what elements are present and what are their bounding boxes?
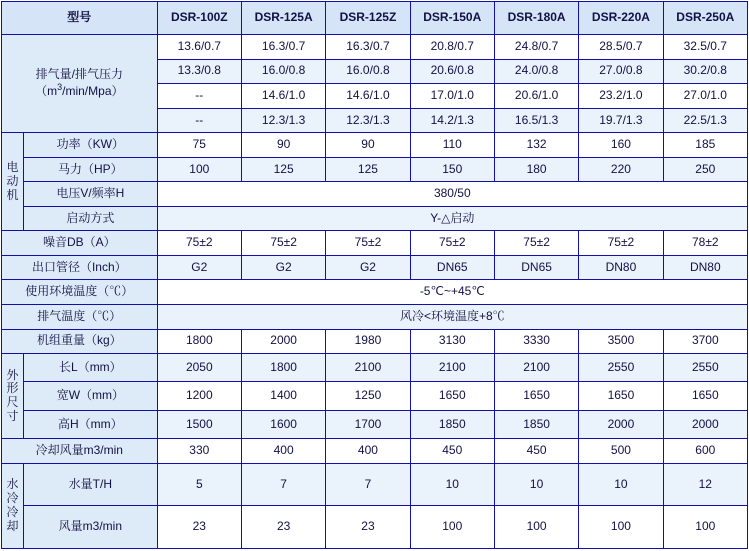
side-label-dimensions-text: 外形尺寸 — [6, 367, 19, 423]
cell-width-2: 1400 — [241, 382, 325, 410]
cell-air-volume-6: 100 — [579, 506, 663, 549]
cell-voltage-frequency: 380/50 — [157, 182, 747, 207]
header-model-4: DSR-150A — [410, 2, 494, 35]
cell-weight-4: 3130 — [410, 329, 494, 354]
side-label-water-cooling-text: 水冷冷却 — [6, 477, 19, 533]
cell-height-6: 2000 — [579, 410, 663, 438]
cell-flow-2-4: 20.6/0.8 — [410, 59, 494, 84]
cell-noise-2: 75±2 — [241, 231, 325, 256]
cell-flow-4-6: 19.7/1.3 — [579, 108, 663, 133]
cell-motor-hp-7: 250 — [663, 157, 747, 182]
cell-flow-4-7: 22.5/1.3 — [663, 108, 747, 133]
cell-length-7: 2550 — [663, 354, 747, 382]
cell-flow-3-5: 20.6/1.0 — [494, 84, 578, 109]
row-label-exhaust-temperature: 排气温度（℃） — [2, 305, 158, 330]
cell-width-3: 1250 — [326, 382, 410, 410]
cell-cooling-air-2: 400 — [241, 439, 325, 464]
cell-outlet-6: DN80 — [579, 255, 663, 280]
side-label-water-cooling — [2, 463, 24, 548]
row-label-height: 高H（mm） — [24, 410, 158, 438]
table-row — [2, 133, 748, 158]
cell-motor-power-1: 75 — [157, 133, 241, 158]
cell-flow-4-4: 14.2/1.3 — [410, 108, 494, 133]
table-row — [2, 410, 748, 438]
cell-height-7: 2000 — [663, 410, 747, 438]
table-row — [2, 157, 748, 182]
table-row — [2, 206, 748, 231]
table-row — [2, 280, 748, 305]
cell-flow-4-1: -- — [157, 108, 241, 133]
cell-flow-2-3: 16.0/0.8 — [326, 59, 410, 84]
row-label-water-volume: 水量T/H — [24, 463, 158, 506]
cell-flow-4-5: 16.5/1.3 — [494, 108, 578, 133]
cell-motor-power-3: 90 — [326, 133, 410, 158]
cell-water-volume-2: 7 — [241, 463, 325, 506]
cell-length-4: 2100 — [410, 354, 494, 382]
row-label-air-volume: 风量m3/min — [24, 506, 158, 549]
specification-table — [1, 1, 748, 549]
cell-flow-2-7: 30.2/0.8 — [663, 59, 747, 84]
cell-motor-hp-1: 100 — [157, 157, 241, 182]
cell-flow-1-1: 13.6/0.7 — [157, 35, 241, 60]
cell-flow-3-2: 14.6/1.0 — [241, 84, 325, 109]
cell-flow-1-7: 32.5/0.7 — [663, 35, 747, 60]
cell-air-volume-2: 23 — [241, 506, 325, 549]
table-row — [2, 463, 748, 506]
row-label-start-mode: 启动方式 — [24, 206, 158, 231]
cell-motor-power-6: 160 — [579, 133, 663, 158]
cell-flow-2-6: 27.0/0.8 — [579, 59, 663, 84]
cell-noise-1: 75±2 — [157, 231, 241, 256]
header-model-6: DSR-220A — [579, 2, 663, 35]
cell-weight-1: 1800 — [157, 329, 241, 354]
side-label-dimensions — [2, 354, 24, 439]
cell-outlet-1: G2 — [157, 255, 241, 280]
table-row — [2, 35, 748, 60]
side-label-motor-text: 电动机 — [6, 160, 19, 202]
cell-flow-1-6: 28.5/0.7 — [579, 35, 663, 60]
cell-flow-1-5: 24.8/0.7 — [494, 35, 578, 60]
cell-flow-4-3: 12.3/1.3 — [326, 108, 410, 133]
cell-height-2: 1600 — [241, 410, 325, 438]
cell-outlet-5: DN65 — [494, 255, 578, 280]
flow-label-line2: $(m^3/\min/Mpa)$ — [35, 82, 124, 99]
table-row — [2, 255, 748, 280]
cell-start-mode: Y-△启动 — [157, 206, 747, 231]
cell-flow-3-3: 14.6/1.0 — [326, 84, 410, 109]
table-row — [2, 382, 748, 410]
cell-motor-power-7: 185 — [663, 133, 747, 158]
cell-height-4: 1850 — [410, 410, 494, 438]
cell-outlet-4: DN65 — [410, 255, 494, 280]
cell-motor-hp-5: 180 — [494, 157, 578, 182]
cell-motor-power-5: 132 — [494, 133, 578, 158]
cell-noise-3: 75±2 — [326, 231, 410, 256]
header-model-3: DSR-125Z — [326, 2, 410, 35]
table-row — [2, 182, 748, 207]
cell-flow-3-6: 23.2/1.0 — [579, 84, 663, 109]
cell-height-1: 1500 — [157, 410, 241, 438]
cell-cooling-air-1: 330 — [157, 439, 241, 464]
row-label-ambient-temperature: 使用环境温度（℃） — [2, 280, 158, 305]
cell-motor-power-2: 90 — [241, 133, 325, 158]
side-label-motor — [2, 133, 24, 231]
cell-flow-1-2: 16.3/0.7 — [241, 35, 325, 60]
cell-flow-1-3: 16.3/0.7 — [326, 35, 410, 60]
cell-water-volume-6: 10 — [579, 463, 663, 506]
cell-length-2: 1800 — [241, 354, 325, 382]
table-row — [2, 506, 748, 549]
table-row — [2, 329, 748, 354]
cell-flow-2-1: 13.3/0.8 — [157, 59, 241, 84]
cell-ambient-temperature: -5℃~+45℃ — [157, 280, 747, 305]
row-label-motor-hp: 马力（HP） — [24, 157, 158, 182]
header-model-label: 型号 — [2, 2, 158, 35]
flow-label-line1: 排气量/排气压力 — [35, 67, 123, 82]
cell-cooling-air-7: 600 — [663, 439, 747, 464]
header-model-7: DSR-250A — [663, 2, 747, 35]
table-header-row — [2, 2, 748, 35]
cell-cooling-air-3: 400 — [326, 439, 410, 464]
cell-water-volume-3: 7 — [326, 463, 410, 506]
cell-noise-4: 75±2 — [410, 231, 494, 256]
cell-length-5: 2100 — [494, 354, 578, 382]
row-label-motor-power: 功率（KW） — [24, 133, 158, 158]
row-label-voltage-frequency: 电压V/频率H — [24, 182, 158, 207]
cell-flow-3-7: 27.0/1.0 — [663, 84, 747, 109]
cell-exhaust-temperature: 风冷<环境温度+8℃ — [157, 305, 747, 330]
row-label-outlet-diameter: 出口管径（Inch） — [2, 255, 158, 280]
cell-cooling-air-5: 450 — [494, 439, 578, 464]
row-label-flow-pressure — [2, 35, 158, 133]
cell-cooling-air-6: 500 — [579, 439, 663, 464]
cell-width-5: 1650 — [494, 382, 578, 410]
cell-height-3: 1700 — [326, 410, 410, 438]
cell-air-volume-4: 100 — [410, 506, 494, 549]
cell-air-volume-3: 23 — [326, 506, 410, 549]
row-label-unit-weight: 机组重量（kg） — [2, 329, 158, 354]
cell-weight-5: 3330 — [494, 329, 578, 354]
cell-outlet-7: DN80 — [663, 255, 747, 280]
cell-noise-6: 75±2 — [579, 231, 663, 256]
cell-length-1: 2050 — [157, 354, 241, 382]
cell-outlet-2: G2 — [241, 255, 325, 280]
cell-width-7: 1650 — [663, 382, 747, 410]
table-row — [2, 354, 748, 382]
cell-motor-hp-6: 220 — [579, 157, 663, 182]
cell-motor-hp-4: 150 — [410, 157, 494, 182]
cell-air-volume-7: 100 — [663, 506, 747, 549]
row-label-noise: 噪音DB（A） — [2, 231, 158, 256]
cell-water-volume-5: 10 — [494, 463, 578, 506]
header-model-5: DSR-180A — [494, 2, 578, 35]
cell-cooling-air-4: 450 — [410, 439, 494, 464]
cell-motor-hp-2: 125 — [241, 157, 325, 182]
table-row — [2, 305, 748, 330]
header-model-2: DSR-125A — [241, 2, 325, 35]
cell-outlet-3: G2 — [326, 255, 410, 280]
cell-flow-4-2: 12.3/1.3 — [241, 108, 325, 133]
cell-motor-power-4: 110 — [410, 133, 494, 158]
cell-width-4: 1650 — [410, 382, 494, 410]
cell-weight-7: 3700 — [663, 329, 747, 354]
cell-air-volume-1: 23 — [157, 506, 241, 549]
cell-weight-6: 3500 — [579, 329, 663, 354]
cell-noise-7: 78±2 — [663, 231, 747, 256]
cell-length-3: 2100 — [326, 354, 410, 382]
header-model-1: DSR-100Z — [157, 2, 241, 35]
cell-flow-3-4: 17.0/1.0 — [410, 84, 494, 109]
cell-water-volume-1: 5 — [157, 463, 241, 506]
cell-air-volume-5: 100 — [494, 506, 578, 549]
cell-flow-2-2: 16.0/0.8 — [241, 59, 325, 84]
row-label-width: 宽W（mm） — [24, 382, 158, 410]
cell-water-volume-7: 12 — [663, 463, 747, 506]
cell-length-6: 2550 — [579, 354, 663, 382]
cell-motor-hp-3: 125 — [326, 157, 410, 182]
row-label-length: 长L（mm） — [24, 354, 158, 382]
cell-weight-2: 2000 — [241, 329, 325, 354]
cell-flow-1-4: 20.8/0.7 — [410, 35, 494, 60]
cell-width-1: 1200 — [157, 382, 241, 410]
table-row — [2, 439, 748, 464]
cell-width-6: 1650 — [579, 382, 663, 410]
cell-water-volume-4: 10 — [410, 463, 494, 506]
cell-height-5: 1850 — [494, 410, 578, 438]
table-row — [2, 231, 748, 256]
row-label-cooling-air-volume: 冷却风量m3/min — [2, 439, 158, 464]
cell-flow-2-5: 24.0/0.8 — [494, 59, 578, 84]
cell-noise-5: 75±2 — [494, 231, 578, 256]
cell-weight-3: 1980 — [326, 329, 410, 354]
cell-flow-3-1: -- — [157, 84, 241, 109]
